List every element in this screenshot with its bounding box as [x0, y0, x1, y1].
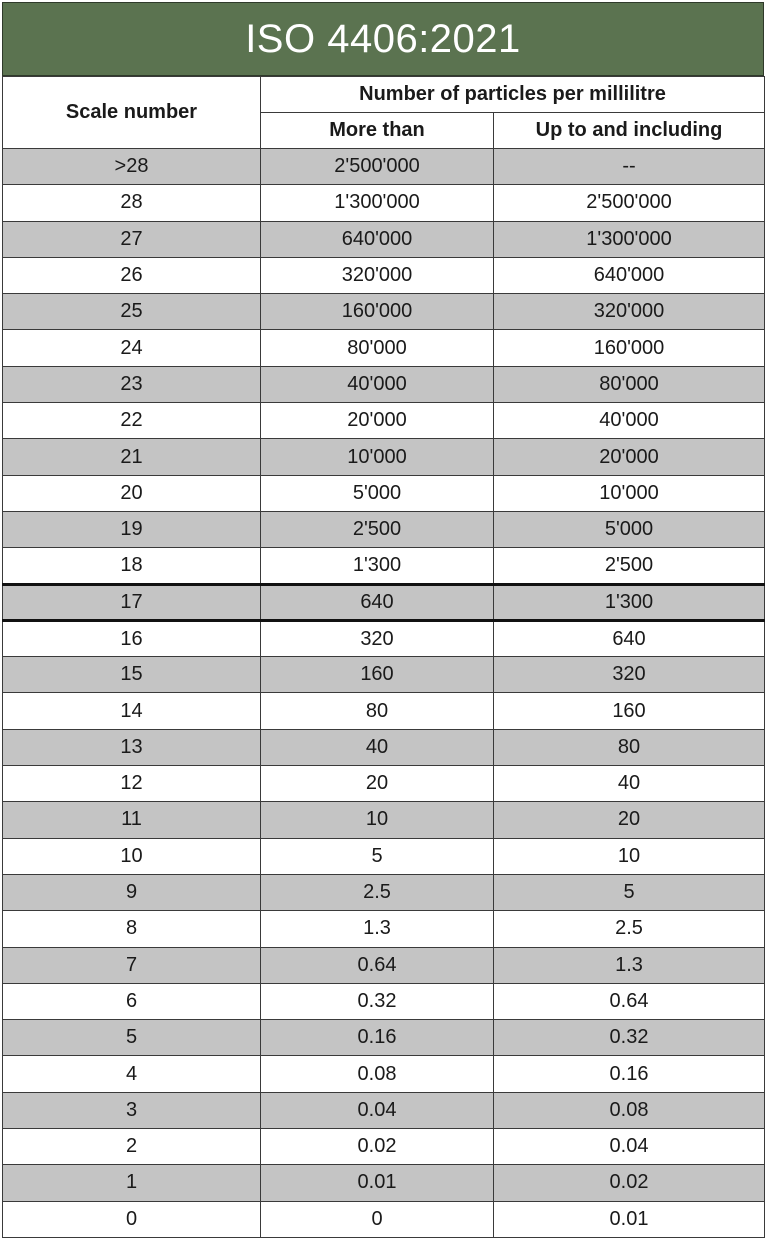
up-to-cell: --: [494, 149, 765, 185]
up-to-cell: 0.04: [494, 1129, 765, 1165]
header-row-top: [3, 77, 765, 113]
table-row: [3, 366, 765, 402]
up-to-cell: 0.32: [494, 1020, 765, 1056]
table-row: [3, 511, 765, 547]
up-to-cell: 0.08: [494, 1092, 765, 1128]
iso-table-sheet: [2, 2, 764, 1231]
iso-4406-table: [2, 76, 765, 1238]
up-to-cell: 2'500'000: [494, 185, 765, 221]
up-to-cell: 40'000: [494, 403, 765, 439]
table-row: [3, 947, 765, 983]
more-than-cell: 320'000: [261, 257, 494, 293]
up-to-cell: 0.16: [494, 1056, 765, 1092]
table-row: [3, 729, 765, 765]
table-row: [3, 403, 765, 439]
table-row: [3, 475, 765, 511]
more-than-cell: 320: [261, 620, 494, 656]
table-row: [3, 766, 765, 802]
more-than-cell: 40'000: [261, 366, 494, 402]
table-row: [3, 983, 765, 1019]
more-than-cell: 0: [261, 1201, 494, 1237]
more-than-cell: 20'000: [261, 403, 494, 439]
more-than-cell: 80'000: [261, 330, 494, 366]
more-than-cell: 160: [261, 657, 494, 693]
more-than-cell: 0.64: [261, 947, 494, 983]
scale-number-header: Scale number: [3, 77, 261, 149]
up-to-cell: 0.64: [494, 983, 765, 1019]
table-row: [3, 874, 765, 910]
more-than-cell: 160'000: [261, 294, 494, 330]
scale-cell: 11: [3, 802, 261, 838]
more-than-cell: 5'000: [261, 475, 494, 511]
more-than-cell: 640: [261, 584, 494, 620]
more-than-cell: 10'000: [261, 439, 494, 475]
table-row: [3, 221, 765, 257]
table-row: [3, 1056, 765, 1092]
table-body: [3, 149, 765, 1238]
more-than-cell: 0.32: [261, 983, 494, 1019]
up-to-cell: 2'500: [494, 548, 765, 584]
more-than-cell: 20: [261, 766, 494, 802]
scale-cell: 20: [3, 475, 261, 511]
scale-cell: 15: [3, 657, 261, 693]
more-than-cell: 1'300: [261, 548, 494, 584]
up-to-cell: 640: [494, 620, 765, 656]
more-than-cell: 1'300'000: [261, 185, 494, 221]
up-to-cell: 40: [494, 766, 765, 802]
more-than-cell: 40: [261, 729, 494, 765]
table-row: [3, 330, 765, 366]
scale-cell: 8: [3, 911, 261, 947]
more-than-cell: 2'500'000: [261, 149, 494, 185]
more-than-cell: 640'000: [261, 221, 494, 257]
scale-cell: 18: [3, 548, 261, 584]
up-to-cell: 320'000: [494, 294, 765, 330]
up-to-cell: 640'000: [494, 257, 765, 293]
table-row: [3, 1092, 765, 1128]
table-row: [3, 185, 765, 221]
more-than-cell: 0.16: [261, 1020, 494, 1056]
up-to-cell: 160: [494, 693, 765, 729]
up-to-cell: 0.01: [494, 1201, 765, 1237]
scale-cell: 21: [3, 439, 261, 475]
up-to-cell: 2.5: [494, 911, 765, 947]
table-row: [3, 802, 765, 838]
table-row: [3, 548, 765, 584]
table-row: [3, 911, 765, 947]
table-row: [3, 657, 765, 693]
scale-cell: 3: [3, 1092, 261, 1128]
more-than-header: More than: [261, 113, 494, 149]
up-to-cell: 160'000: [494, 330, 765, 366]
up-to-cell: 20'000: [494, 439, 765, 475]
scale-cell: 14: [3, 693, 261, 729]
more-than-cell: 0.08: [261, 1056, 494, 1092]
up-to-cell: 20: [494, 802, 765, 838]
scale-cell: 0: [3, 1201, 261, 1237]
scale-cell: 9: [3, 874, 261, 910]
table-title: ISO 4406:2021: [2, 2, 764, 76]
scale-cell: 24: [3, 330, 261, 366]
table-row: [3, 149, 765, 185]
scale-cell: 12: [3, 766, 261, 802]
scale-cell: >28: [3, 149, 261, 185]
up-to-cell: 10'000: [494, 475, 765, 511]
up-to-cell: 320: [494, 657, 765, 693]
particles-group-header: Number of particles per millilitre: [261, 77, 765, 113]
table-row: [3, 1165, 765, 1201]
scale-cell: 10: [3, 838, 261, 874]
up-to-cell: 5'000: [494, 511, 765, 547]
scale-cell: 16: [3, 620, 261, 656]
scale-cell: 1: [3, 1165, 261, 1201]
scale-cell: 2: [3, 1129, 261, 1165]
up-to-cell: 1.3: [494, 947, 765, 983]
scale-cell: 6: [3, 983, 261, 1019]
table-row: [3, 838, 765, 874]
table-row: [3, 439, 765, 475]
more-than-cell: 5: [261, 838, 494, 874]
more-than-cell: 1.3: [261, 911, 494, 947]
scale-cell: 25: [3, 294, 261, 330]
scale-cell: 22: [3, 403, 261, 439]
scale-cell: 23: [3, 366, 261, 402]
table-row: [3, 620, 765, 656]
scale-cell: 19: [3, 511, 261, 547]
more-than-cell: 0.04: [261, 1092, 494, 1128]
more-than-cell: 80: [261, 693, 494, 729]
scale-cell: 17: [3, 584, 261, 620]
table-row: [3, 1201, 765, 1237]
table-row: [3, 257, 765, 293]
more-than-cell: 2'500: [261, 511, 494, 547]
table-row: [3, 1129, 765, 1165]
scale-cell: 5: [3, 1020, 261, 1056]
more-than-cell: 2.5: [261, 874, 494, 910]
scale-cell: 13: [3, 729, 261, 765]
scale-cell: 4: [3, 1056, 261, 1092]
table-header: [3, 77, 765, 149]
scale-cell: 7: [3, 947, 261, 983]
up-to-cell: 80'000: [494, 366, 765, 402]
table-row: [3, 294, 765, 330]
more-than-cell: 0.02: [261, 1129, 494, 1165]
more-than-cell: 10: [261, 802, 494, 838]
up-to-header: Up to and including: [494, 113, 765, 149]
up-to-cell: 0.02: [494, 1165, 765, 1201]
more-than-cell: 0.01: [261, 1165, 494, 1201]
scale-cell: 28: [3, 185, 261, 221]
table-row: [3, 584, 765, 620]
up-to-cell: 1'300'000: [494, 221, 765, 257]
table-row: [3, 693, 765, 729]
scale-cell: 26: [3, 257, 261, 293]
scale-cell: 27: [3, 221, 261, 257]
up-to-cell: 80: [494, 729, 765, 765]
up-to-cell: 5: [494, 874, 765, 910]
up-to-cell: 1'300: [494, 584, 765, 620]
table-row: [3, 1020, 765, 1056]
up-to-cell: 10: [494, 838, 765, 874]
